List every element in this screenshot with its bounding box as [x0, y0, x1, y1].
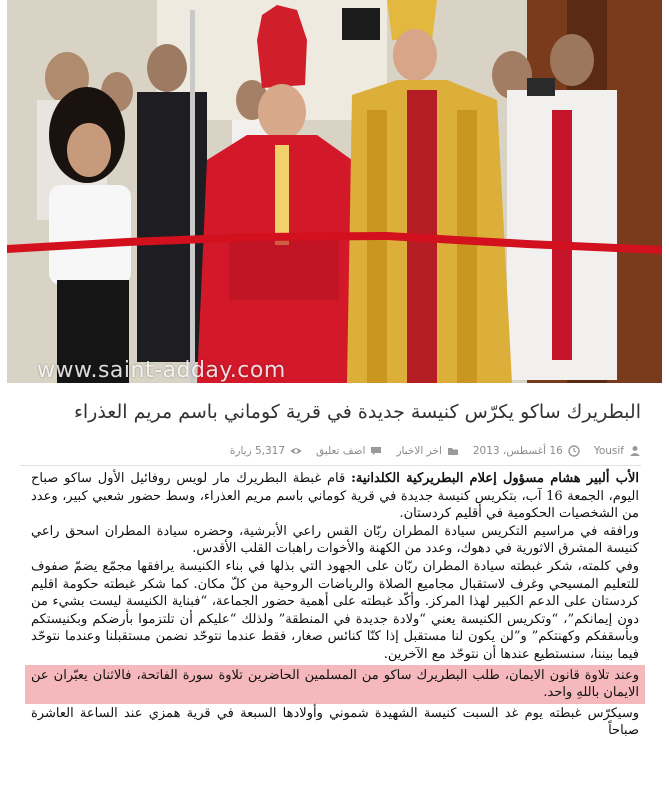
- article-paragraph-1: [31, 470, 639, 523]
- paragraph-1-text: قام غبطة البطريرك مار لويس روفائيل الأول ساكو صباح اليوم، الجمعة 16 آب، بتكريس كنيسة جديدة في قرية كوماني باسم مريم العذراء، وسط حضور شعبي كبير، وعدد من الشخصيات الحكومية في أقليم كردستان.: [31, 471, 639, 522]
- meta-author[interactable]: [594, 445, 641, 457]
- meta-category[interactable]: [396, 445, 458, 457]
- meta-views: [230, 445, 302, 457]
- folder-icon: [447, 445, 459, 457]
- clock-icon: [568, 445, 580, 457]
- article-paragraph-3: وفي كلمته، شكر غبطته سيادة المطران ربّان على الجهود التي بذلها في بناء الكنيسة يرافقها مجمّع يضمّ صفوف للتعليم المسيحي وغرف لاستقبال مجاميع الصلاة والرياضات الروحية من كلّ مكان. كما شكر غبطته حكومة اقليم كردستان على الدعم الكبير لهذا المركز. وأكّد غبطته على أهمية حضور الجماعة، “فبناية الكنيسة ليست بشيء من دون إيمانكم”، “وتكريس الكنيسة يعني “ولادة جديدة في المنطقة” ولذلك “عليكم أن تلتزموا بأرضكم وبكنيستكم وبأسقفكم وكهنتكم” و”لن يكون لنا مستقبل إذا كنّا كنائس صغار، فقط عندما نتوحّد نضمن مستقبلنا وعندما نتوحّد فيما بيننا، سنستطيع عندها أن نتوحّد مع الآخرين.: [31, 558, 639, 662]
- category-link[interactable]: اخر الاخبار: [396, 445, 442, 457]
- user-icon: [629, 445, 641, 457]
- date-text: 16 أغسطس، 2013: [472, 445, 563, 457]
- comment-icon: [370, 445, 382, 457]
- highlighted-paragraph: وعند تلاوة قانون الايمان، طلب البطريرك ساكو من المسلمين الحاضرين تلاوة سورة الفاتحة، فالاثنان يعبّران عن الايمان باللهِ واحد.: [25, 665, 645, 704]
- ceremony-photo: [7, 0, 662, 383]
- article-body: [31, 470, 639, 740]
- meta-comment[interactable]: [316, 445, 382, 457]
- article-paragraph-2: ورافقه في مراسيم التكريس سيادة المطران ربّان القس راعي الأبرشية، وحضره سيادة المطران اسحق راعي كنيسة المشرق الاثورية في دهوك، وعدد من الكهنة والأخوات راهبات القلب الأقدس.: [31, 523, 640, 557]
- author-link[interactable]: Yousif: [593, 445, 624, 457]
- meta-divider: [20, 465, 641, 466]
- article-title[interactable]: البطريرك ساكو يكرّس كنيسة جديدة في قرية كوماني باسم مريم العذراء: [73, 401, 641, 423]
- article-meta: [21, 440, 641, 462]
- views-count: 5,317 زيارة: [229, 445, 286, 457]
- article-byline: الأب ألبير هشام مسؤول إعلام البطريركية الكلدانية:: [351, 471, 640, 486]
- add-comment-link[interactable]: اضف تعليق: [316, 445, 366, 457]
- photo-watermark: www.saint-adday.com: [37, 358, 286, 383]
- eye-icon: [290, 445, 302, 457]
- article-photo: [7, 0, 662, 383]
- closing-paragraph: وسيكرّس غبطته يوم غد السبت كنيسة الشهيدة شموني وأولادها السبعة في قرية همزي عند الساعة العاشرة صباحاً: [31, 705, 639, 739]
- meta-date: [473, 445, 580, 457]
